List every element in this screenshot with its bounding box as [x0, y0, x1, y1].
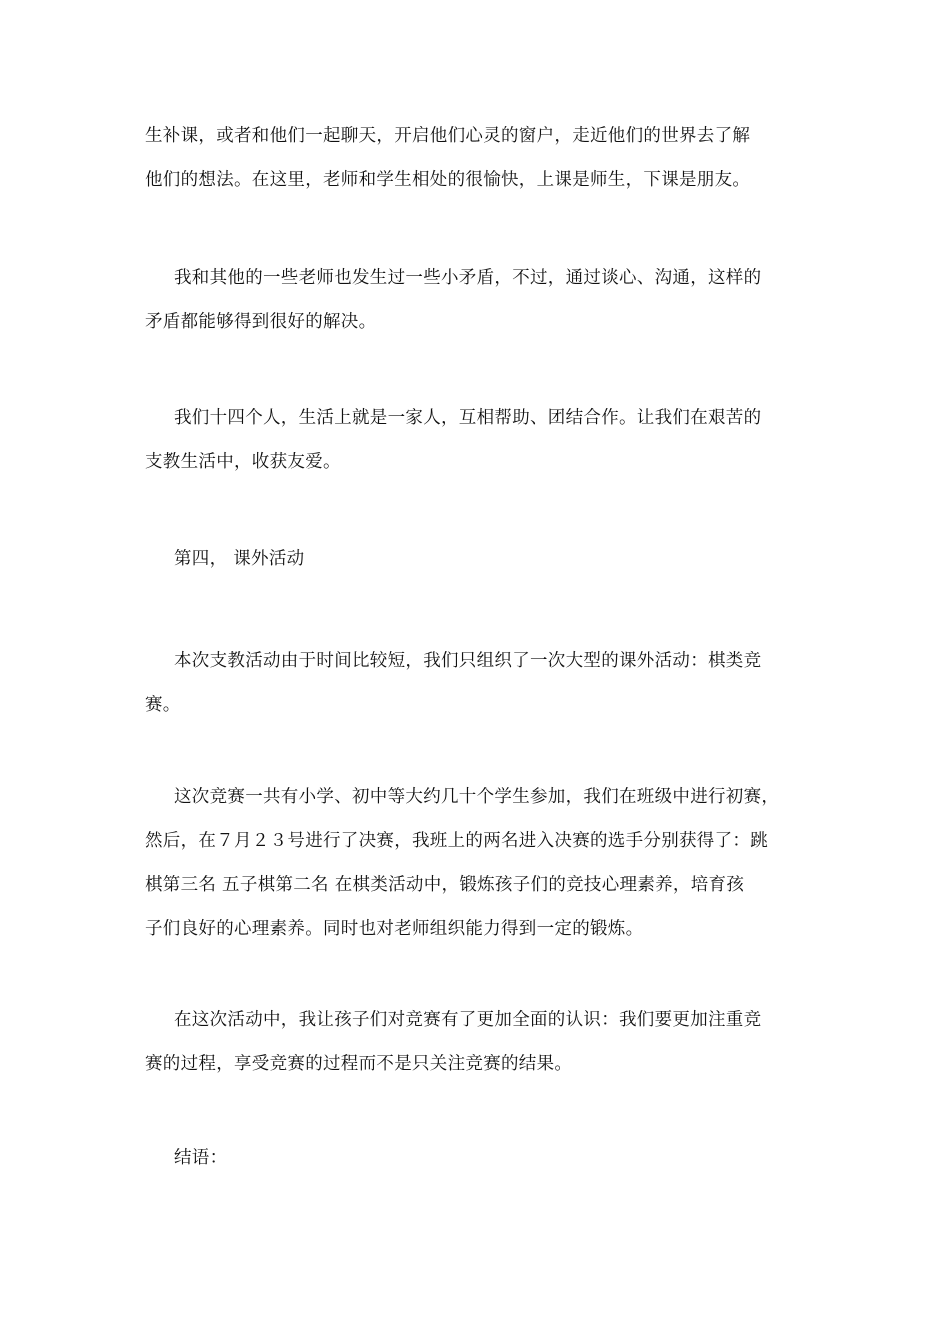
- section-heading-activities: [145, 537, 820, 581]
- text-line: 支教生活中，收获友爱。: [145, 452, 341, 472]
- text-line: 这次竞赛一共有小学、初中等大约几十个学生参加，我们在班级中进行初赛，: [174, 787, 780, 807]
- text-line: 在这次活动中，我让孩子们对竞赛有了更加全面的认识：我们要更加注重竞: [174, 1010, 762, 1030]
- paragraph-reflection: [145, 998, 820, 1086]
- paragraph-competition: [145, 775, 820, 951]
- text-line: 结语：: [174, 1148, 228, 1168]
- text-line: 子们良好的心理素养。同时也对老师组织能力得到一定的锻炼。: [145, 919, 644, 939]
- text-line: 赛。: [145, 695, 181, 715]
- text-line: 我们十四个人，生活上就是一家人，互相帮助、团结合作。让我们在艰苦的: [174, 408, 762, 428]
- paragraph-teamwork: [145, 396, 820, 484]
- text-line: 第四， 课外活动: [174, 549, 305, 569]
- paragraph-tutoring: [145, 114, 820, 202]
- paragraph-conflicts: [145, 256, 820, 344]
- text-line: 赛的过程，享受竞赛的过程而不是只关注竞赛的结果。: [145, 1054, 573, 1074]
- text-line: 他们的想法。在这里，老师和学生相处的很愉快，上课是师生，下课是朋友。: [145, 170, 751, 190]
- text-line: 我和其他的一些老师也发生过一些小矛盾，不过，通过谈心、沟通，这样的: [174, 268, 762, 288]
- text-line: 矛盾都能够得到很好的解决。: [145, 312, 377, 332]
- section-heading-conclusion: [145, 1136, 820, 1180]
- text-line: 然后，在７月２３号进行了决赛，我班上的两名进入决赛的选手分别获得了：跳: [145, 831, 768, 851]
- text-line: 生补课，或者和他们一起聊天，开启他们心灵的窗户，走近他们的世界去了解: [145, 126, 751, 146]
- paragraph-activity-intro: [145, 639, 820, 727]
- text-line: 棋第三名 五子棋第二名 在棋类活动中，锻炼孩子们的竞技心理素养，培育孩: [145, 875, 745, 895]
- text-line: 本次支教活动由于时间比较短，我们只组织了一次大型的课外活动：棋类竞: [174, 651, 762, 671]
